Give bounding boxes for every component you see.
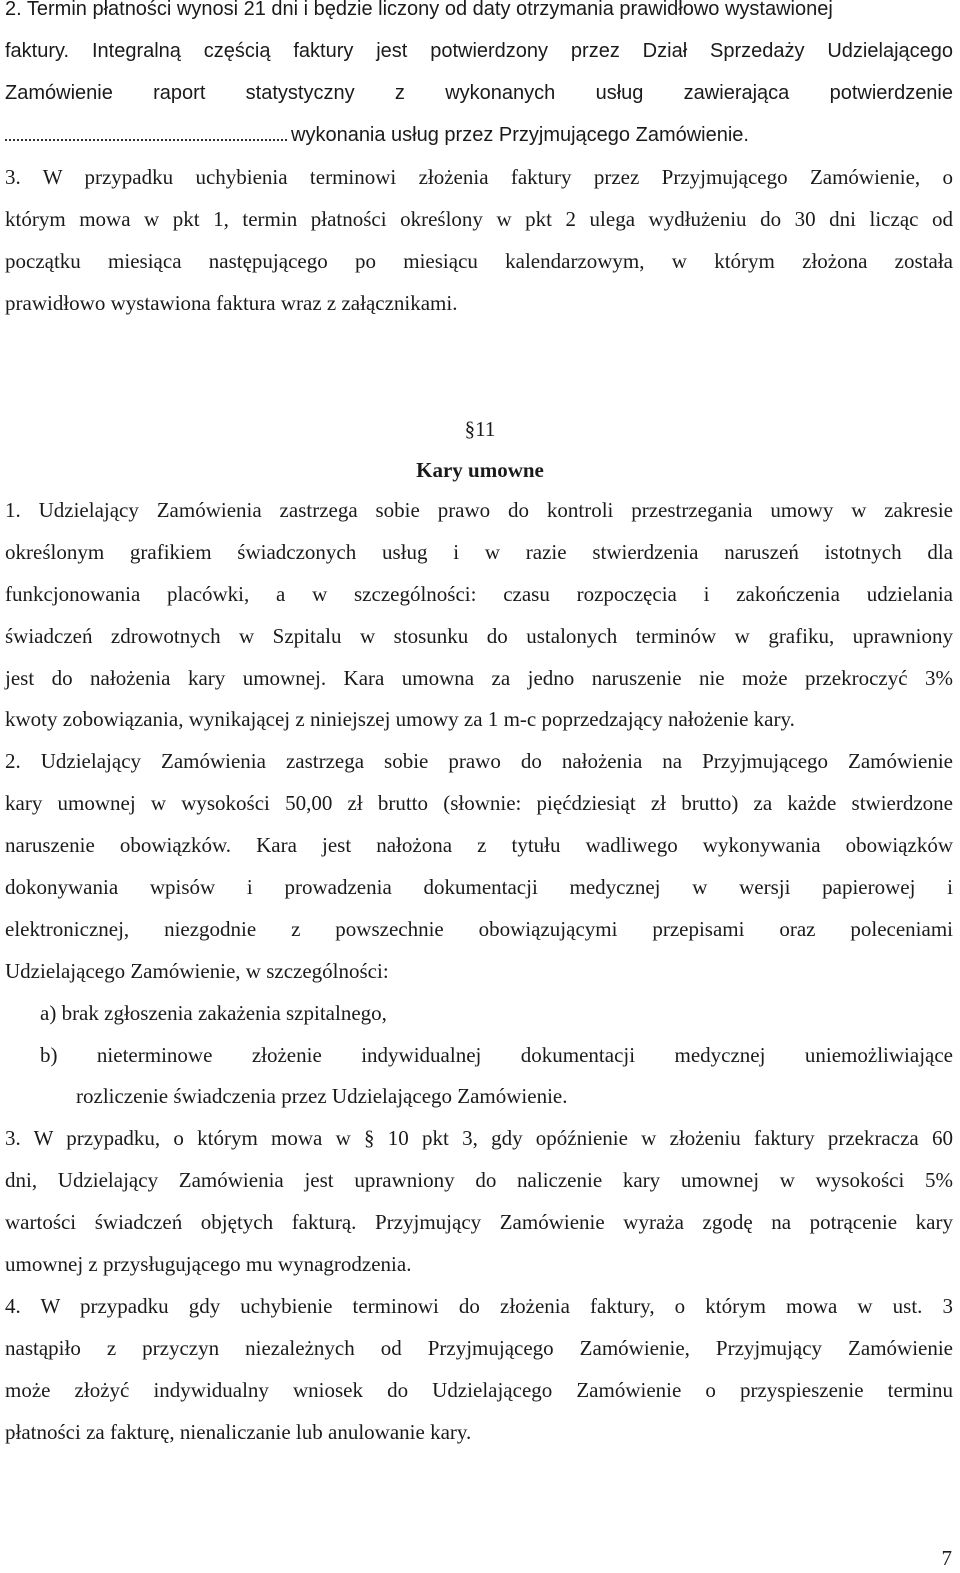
body-line: wartości świadczeń objętych fakturą. Przyjmujący Zamówienie wyraża zgodę na potrącenie kary bbox=[5, 1210, 953, 1234]
body-line: dokonywania wpisów i prowadzenia dokumentacji medycznej w wersji papierowej i bbox=[5, 875, 953, 899]
paragraph-3-line-3: początku miesiąca następującego po miesiącu kalendarzowym, w którym złożona została bbox=[5, 249, 953, 273]
section-number: §11 bbox=[464, 417, 496, 441]
body-line: świadczeń zdrowotnych w Szpitalu w stosunku do ustalonych terminów w grafiku, uprawniony bbox=[5, 624, 953, 648]
list-item-b-line-2: rozliczenie świadczenia przez Udzielającego Zamówienie. bbox=[76, 1084, 568, 1108]
body-line: 4. W przypadku gdy uchybienie terminowi do złożenia faktury, o którym mowa w ust. 3 bbox=[5, 1294, 953, 1318]
body-line: funkcjonowania placówki, a w szczególności: czasu rozpoczęcia i zakończenia udzielania bbox=[5, 582, 953, 606]
paragraph-2-line-4-text: wykonania usług przez Przyjmującego Zamówienie. bbox=[291, 124, 749, 146]
page-number: 7 bbox=[941, 1546, 952, 1570]
body-line: kary umownej w wysokości 50,00 zł brutto (słownie: pięćdziesiąt zł brutto) za każde stwierdzone bbox=[5, 791, 953, 815]
paragraph-2-line-4 bbox=[5, 122, 953, 148]
paragraph-2-line-2: faktury. Integralną częścią faktury jest potwierdzony przez Dział Sprzedaży Udzielającego bbox=[5, 40, 953, 62]
body-line: elektronicznej, niezgodnie z powszechnie obowiązującymi przepisami oraz poleceniami bbox=[5, 917, 953, 941]
body-line: określonym grafikiem świadczonych usług i w razie stwierdzenia naruszeń istotnych dla bbox=[5, 540, 953, 564]
body-line: 2. Udzielający Zamówienia zastrzega sobie prawo do nałożenia na Przyjmującego Zamówienie bbox=[5, 749, 953, 773]
body-line: może złożyć indywidualny wniosek do Udzielającego Zamówienie o przyspieszenie terminu bbox=[5, 1378, 953, 1402]
body-line: 1. Udzielający Zamówienia zastrzega sobie prawo do kontroli przestrzegania umowy w zakresie bbox=[5, 498, 953, 522]
paragraph-2-line-1: 2. Termin płatności wynosi 21 dni i będzie liczony od daty otrzymania prawidłowo wystawionej bbox=[5, 0, 833, 20]
body-line: kwoty zobowiązania, wynikającej z niniejszej umowy za 1 m-c poprzedzający nałożenie kary. bbox=[5, 707, 795, 731]
body-line: 3. W przypadku, o którym mowa w § 10 pkt 3, gdy opóźnienie w złożeniu faktury przekracza 60 bbox=[5, 1126, 953, 1150]
body-line: naruszenie obowiązków. Kara jest nałożona z tytułu wadliwego wykonywania obowiązków bbox=[5, 833, 953, 857]
section-title: Kary umowne bbox=[416, 458, 544, 482]
paragraph-3-line-4: prawidłowo wystawiona faktura wraz z załącznikami. bbox=[5, 291, 458, 315]
body-line: jest do nałożenia kary umownej. Kara umowna za jedno naruszenie nie może przekroczyć 3% bbox=[5, 666, 953, 690]
body-line: umownej z przysługującego mu wynagrodzenia. bbox=[5, 1252, 412, 1276]
list-item-a: a) brak zgłoszenia zakażenia szpitalnego, bbox=[40, 1001, 387, 1025]
paragraph-3-line-1: 3. W przypadku uchybienia terminowi złożenia faktury przez Przyjmującego Zamówienie, o bbox=[5, 165, 953, 189]
body-line: płatności za fakturę, nienaliczanie lub anulowanie kary. bbox=[5, 1420, 472, 1444]
body-line: nastąpiło z przyczyn niezależnych od Przyjmującego Zamówienie, Przyjmujący Zamówienie bbox=[5, 1336, 953, 1360]
paragraph-3-line-2: którym mowa w pkt 1, termin płatności określony w pkt 2 ulega wydłużeniu do 30 dni licząc od bbox=[5, 207, 953, 231]
body-line: Udzielającego Zamówienie, w szczególności: bbox=[5, 959, 389, 983]
paragraph-2-line-3: Zamówienie raport statystyczny z wykonanych usług zawierająca potwierdzenie bbox=[5, 82, 953, 104]
dotted-leader bbox=[5, 125, 287, 141]
body-line: dni, Udzielający Zamówienia jest uprawniony do naliczenie kary umownej w wysokości 5% bbox=[5, 1168, 953, 1192]
list-item-b-line-1: b) nieterminowe złożenie indywidualnej dokumentacji medycznej uniemożliwiające bbox=[40, 1043, 953, 1067]
